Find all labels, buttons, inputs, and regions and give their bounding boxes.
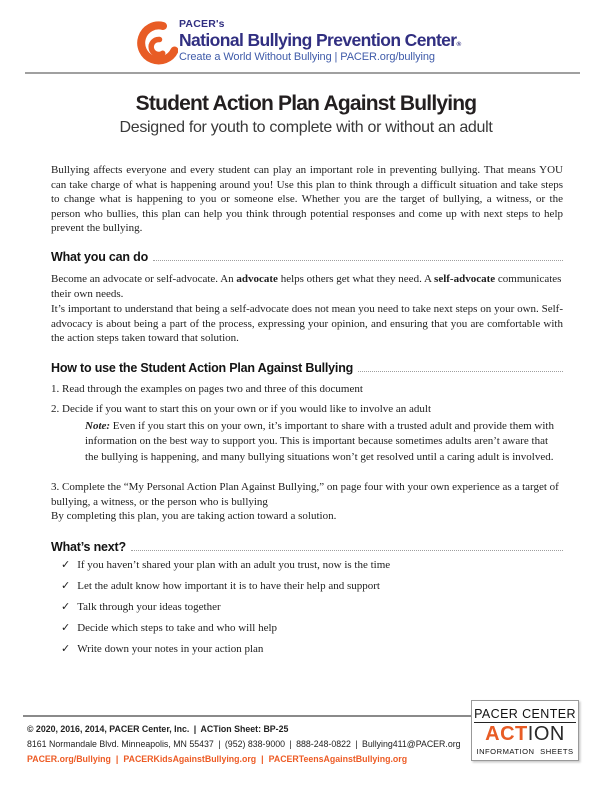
check-item (61, 581, 561, 593)
badge-ion-rest: ION (527, 722, 565, 745)
section-heading-label: What you can do (51, 250, 149, 264)
section-what-you-can-do-heading (51, 250, 563, 264)
self-advocacy-paragraph: It’s important to understand that being a self-advocate does not mean you need to take next steps on your own. Self-advocacy is about being a part of the process, expressing your opinion, and ensuring that you are comfortable with the action steps taken toward that solution. (51, 303, 563, 345)
footer-link-separator: | (261, 754, 264, 764)
org-small-label: PACER's (179, 18, 225, 30)
header-logo (179, 19, 461, 63)
pacer-swirl-icon (132, 20, 178, 75)
dotted-leader (131, 549, 563, 551)
self-advocate-term: self-advocate (434, 273, 496, 285)
check-icon: ✓ (61, 643, 71, 655)
check-item-label: Let the adult know how important it is to have their help and support (77, 580, 380, 592)
check-icon: ✓ (61, 580, 71, 592)
footer-link-teens[interactable]: PACERTeensAgainstBullying.org (268, 754, 408, 764)
footer-link-separator: | (115, 754, 119, 764)
section-heading-label: What’s next? (51, 540, 126, 554)
check-icon: ✓ (61, 559, 71, 571)
registered-mark: ® (456, 40, 461, 48)
intro-paragraph: Bullying affects everyone and every student can play an important role in preventing bullying. That means YOU can take charge of what is happening around you! Use this plan to think through a difficult situation and take steps to change what is happening to you or someone else. Whether you are the target of bullying, a witness, or the person who bullies, this plan can help you think through potential responses and come up with next steps to help prevent the bullying. (51, 164, 563, 235)
check-item-label: Write down your notes in your action plan (77, 643, 264, 655)
advocate-text-3: communicates their own needs. (51, 273, 562, 300)
step-2: 2. Decide if you want to start this on your own or if you would like to involve an adult (51, 403, 432, 415)
section-how-to-use-heading (51, 361, 563, 375)
advocate-term: advocate (236, 273, 278, 285)
step-1: 1. Read through the examples on pages two and three of this document (51, 383, 363, 395)
badge-information-sheets: INFORMATION SHEETS (476, 746, 574, 756)
check-item-label: Decide which steps to take and who will help (77, 622, 278, 634)
check-item-label: Talk through your ideas together (77, 601, 221, 613)
section-heading-label: How to use the Student Action Plan Against Bullying (51, 361, 354, 375)
note-text: Even if you start this on your own, it’s important to share with a trusted adult and provide them with information on the best way to support you. This is important because sometimes adults aren’t aware that the bullying is happening, and many bullying situations won’t get resolved until a caring adult is involved. (85, 420, 554, 463)
footer-copyright-line: © 2020, 2016, 2014, PACER Center, Inc. | ACTion Sheet: BP-25 (27, 724, 289, 734)
step-3: 3. Complete the “My Personal Action Plan Against Bullying,” on page four with your own experience as a target of bullying, a witness, or the person who is bullying (51, 481, 559, 508)
badge-pacer-center: PACER CENTER (474, 706, 576, 721)
org-name-text: National Bullying Prevention Center (179, 29, 457, 50)
footer-rule (23, 715, 471, 717)
section-whats-next-heading (51, 540, 563, 554)
footer-links-line (27, 755, 407, 765)
check-item-label: If you haven’t shared your plan with an adult you trust, now is the time (77, 559, 391, 571)
footer-address-line: 8161 Normandale Blvd. Minneapolis, MN 55437 | (952) 838-9000 | 888-248-0822 | Bullying411@PACER.org (27, 739, 461, 749)
check-icon: ✓ (61, 622, 71, 634)
badge-action-word (485, 723, 565, 745)
check-item (61, 602, 561, 614)
check-item (61, 560, 561, 572)
check-icon: ✓ (61, 601, 71, 613)
checklist (61, 560, 561, 665)
note-paragraph (85, 419, 563, 465)
dotted-leader (153, 259, 563, 261)
advocate-text-2: helps others get what they need. A (277, 273, 435, 285)
check-item (61, 644, 561, 656)
advocate-text-1: Become an advocate or self-advocate. An (51, 273, 237, 285)
footer-link-pacer-bullying[interactable]: PACER.org/Bullying (27, 754, 111, 764)
note-label: Note: (85, 420, 111, 432)
header-rule (25, 72, 580, 74)
closing-line: By completing this plan, you are taking action toward a solution. (51, 510, 337, 522)
advocate-paragraph (51, 272, 563, 301)
org-name (179, 29, 461, 50)
page-title: Student Action Plan Against Bullying (135, 92, 477, 115)
footer-link-kids[interactable]: PACERKidsAgainstBullying.org (123, 754, 257, 764)
check-item (61, 623, 561, 635)
action-sheet-badge (471, 700, 579, 761)
dotted-leader (358, 370, 563, 372)
badge-act-accent: ACT (485, 722, 528, 745)
page-subtitle: Designed for youth to complete with or without an adult (119, 119, 493, 136)
org-tagline: Create a World Without Bullying | PACER.org/bullying (179, 51, 435, 63)
